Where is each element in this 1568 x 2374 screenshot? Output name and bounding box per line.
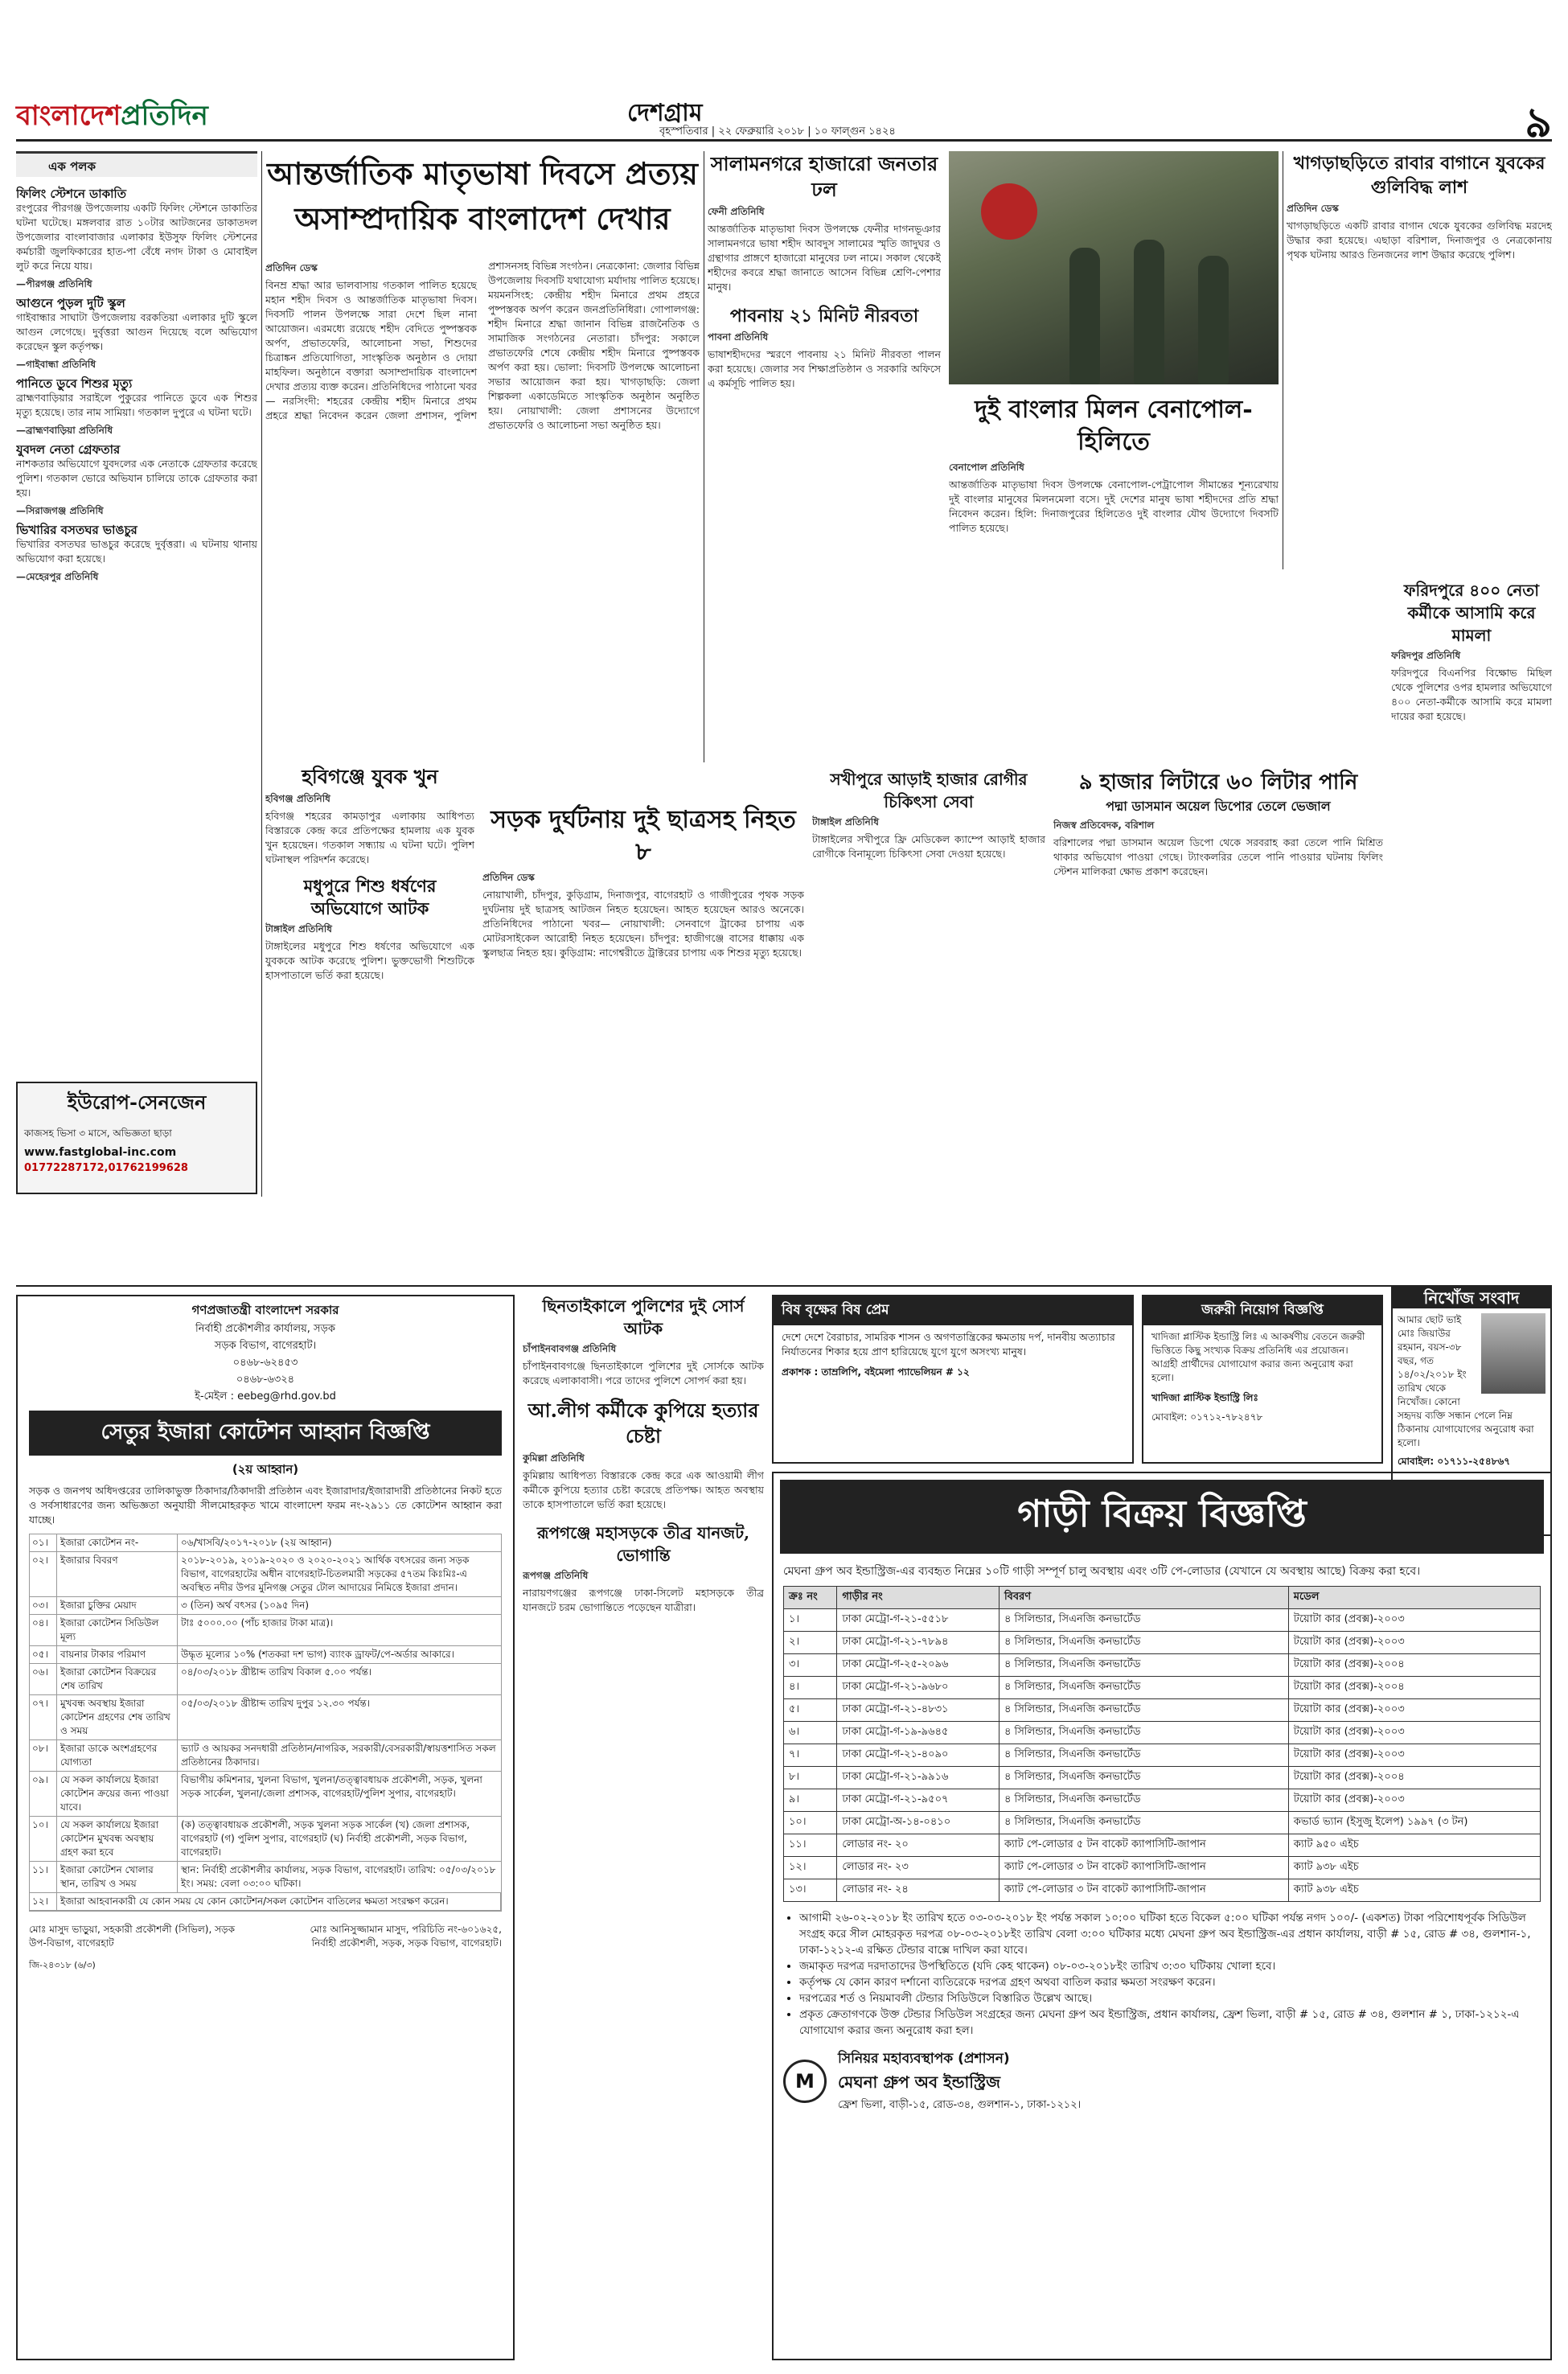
car-table <box>783 1586 1541 1902</box>
road-accident-story <box>482 804 804 1070</box>
khagrachhari-headline: খাগড়াছড়িতে রাবার বাগানে যুবকের গুলিবিদ্ধ লাশ <box>1293 153 1545 198</box>
two-bangla-headline: দুই বাংলার মিলন বেনাপোল-হিলিতে <box>975 396 1253 456</box>
europe-ad-body: কাজসহ ভিসা ৩ মাসে, অভিজ্ঞতা ছাড়া <box>24 1127 172 1139</box>
sakhipur-story <box>812 768 1045 1074</box>
lead-byline: প্রতিদিন ডেস্ক <box>265 262 318 273</box>
police-headline: ছিনতাইকালে পুলিশের দুই সোর্স আটক <box>542 1296 745 1338</box>
sakhipur-byline: টাঙ্গাইল প্রতিনিধি <box>812 816 879 828</box>
tender-intro: সড়ক ও জনপথ অধিদপ্তরের তালিকাভুক্ত ঠিকাদার/ঠিকাদারী প্রতিষ্ঠান এবং ইজারাদার/ইজারাদারী প্রতিষ্ঠানের নিকট হতে ও সর্বসাধারণের জন্য অভিজ্ঞতা অনুযায়ী সীলমোহরকৃত খামে বাংলাদেশ ফরম নং-২৯১১ তে কোটেশন আহ্বান করা যাচ্ছে। <box>29 1485 502 1526</box>
hobiganj-headline: হবিগঞ্জে যুবক খুন <box>302 765 438 788</box>
car-ad-intro: মেঘনা গ্রুপ অব ইন্ডাস্ট্রিজ-এর ব্যবহৃত নিম্নের ১০টি গাড়ী সম্পূর্ণ চালু অবস্থায় এবং ৩টি পে-লোডার (যেখানে যে অবস্থায় আছে) বিক্রয় করা হবে। <box>783 1565 1421 1578</box>
oil-headline: ৯ হাজার লিটারে ৬০ লিটার পানি <box>1078 770 1358 795</box>
rupganj-byline: রূপগঞ্জ প্রতিনিধি <box>523 1570 589 1581</box>
brief-credit: —গাইবান্ধা প্রতিনিধি <box>16 359 96 370</box>
europe-ad-title: ইউরোপ-সেনজেন <box>67 1090 207 1114</box>
brief-headline: ফিলিং স্টেশনে ডাকাতি <box>16 187 126 201</box>
car-table-row: ১০। ঢাকা মেট্রো-অ-১৪-০৪১০ ৪ সিলিন্ডার, সিএনজি কনভার্টেড কভার্ড ভ্যান (ইসুজু ইলেপ) ১৯৯৭ (৩ টন) <box>784 1812 1541 1834</box>
car-ad-company: মেঘনা গ্রুপ অব ইন্ডাস্ট্রিজ <box>838 2072 1001 2092</box>
missing-title: নিখোঁজ সংবাদ <box>1393 1288 1550 1308</box>
road-byline: প্রতিদিন ডেস্ক <box>482 872 535 883</box>
europe-ad-phone: 01772287172,01762199628 <box>24 1162 188 1174</box>
khagrachhari-body: খাগড়াছড়িতে একটি রাবার বাগান থেকে যুবকের গুলিবিদ্ধ মরদেহ উদ্ধার করা হয়েছে। এছাড়া বরিশাল, দিনাজপুর ও নেত্রকোনায় পৃথক ঘটনায় আরও তিনজনের লাশ উদ্ধার করেছে পুলিশ। <box>1287 220 1552 261</box>
two-bangla-body: আন্তর্জাতিক মাতৃভাষা দিবস উপলক্ষে বেনাপোল-পেট্রাপোল সীমান্তের শূন্যরেখায় দুই বাংলার মানুষের মিলনমেলা বসে। দুই দেশের মানুষ ভাষা শহীদদের প্রতি শ্রদ্ধা নিবেদন করেন। হিলি: দিনাজপুরের হিলিতেও দুই বাংলার যৌথ উদ্যোগে দিবসটি পালিত হয়েছে। <box>949 478 1279 534</box>
tender-sign-left: মোঃ মাসুদ ভাড়ুয়া, সহকারী প্রকৌশলী (সিভিল), সড়ক উপ-বিভাগ, বাগেরহাট <box>29 1924 235 1949</box>
salamnagar-body: আন্তর্জাতিক মাতৃভাষা দিবস উপলক্ষে ফেনীর দাগনভূঞার সালামনগরে ভাষা শহীদ আবদুস সালামের স্মৃতি জাদুঘর ও গ্রন্থাগার প্রাঙ্গণে হাজারো মানুষের ঢল নামে। সকাল থেকেই শহীদের কবরে শ্রদ্ধা জানাতে আসেন বিভিন্ন শ্রেণি-পেশার মানুষ। <box>708 223 941 293</box>
two-bangla-story <box>949 394 1279 756</box>
soldier-figure <box>1134 240 1164 384</box>
car-ad-term: • জমাকৃত দরপত্র দরদাতাদের উপস্থিতিতে (যদি কেহ থাকেন) ০৮-০৩-২০১৮ইং তারিখ ৩:৩০ ঘটিকায় খোলা হবে। <box>799 1958 1541 1974</box>
lead-body: বিনম্র শ্রদ্ধা আর ভালবাসায় গতকাল পালিত হয়েছে মহান শহীদ দিবস ও আন্তর্জাতিক মাতৃভাষা দিবস। দিবসটি পালন উপলক্ষে সারা দেশে ছিল নানা আয়োজন। এরমধ্যে রয়েছে শহীদ বেদিতে পুষ্পস্তবক অর্পণ, প্রভাতফেরি, আলোচনা সভা, শিশুদের চিত্রাঙ্কন প্রতিযোগিতা, সাংস্কৃতিক অনুষ্ঠান ও দোয়া মাহফিল। অনুষ্ঠানে বক্তারা অসাম্প্রদায়িক বাংলাদেশ দেখার প্রত্যয় ব্যক্ত করেন। প্রতিনিধিদের পাঠানো খবর— নরসিংদী: শহরের কেন্দ্রীয় শহীদ মিনারে প্রথম প্রহরে শ্রদ্ধা নিবেদন করেন জেলা প্রশাসন, পুলিশ প্রশাসনসহ বিভিন্ন সংগঠন। নেত্রকোনা: জেলার বিভিন্ন উপজেলায় দিবসটি যথাযোগ্য মর্যাদায় পালিত হয়েছে। ময়মনসিংহ: কেন্দ্রীয় শহীদ মিনারে প্রথম প্রহরে পুষ্পস্তবক অর্পণ করেন জনপ্রতিনিধিরা। গোপালগঞ্জ: শহীদ মিনারে শ্রদ্ধা জানান বিভিন্ন রাজনৈতিক ও সামাজিক সংগঠনের নেতারা। চাঁদপুর: সকালে প্রভাতফেরি শেষে কেন্দ্রীয় শহীদ মিনারে পুষ্পস্তবক অর্পণ করা হয়। ভোলা: দিবসটি উপলক্ষে আলোচনা সভার আয়োজন করা হয়। খাগড়াছড়ি: জেলা শিল্পকলা একাডেমিতে সাংস্কৃতিক অনুষ্ঠান অনুষ্ঠিত হয়। নোয়াখালী: জেলা প্রশাসনের উদ্যোগে প্রভাতফেরি ও আলোচনা সভা অনুষ্ঠিত হয়। <box>265 260 700 431</box>
tender-row: ০৩। ইজারা চুক্তির মেয়াদ ৩ (তিন) অর্থ বৎসর (১০৯৫ দিন) <box>30 1597 501 1615</box>
rupganj-headline: রূপগঞ্জে মহাসড়কে তীব্র যানজট, ভোগান্তি <box>536 1523 750 1565</box>
book-ad-title: বিষ বৃক্ষের বিষ প্রেম <box>774 1296 1132 1325</box>
brief-item <box>16 442 257 518</box>
border-ceremony-photo <box>949 151 1279 384</box>
brief-headline: ভিখারির বসতঘর ভাঙচুর <box>16 523 138 537</box>
tender-phone: ০৪৬৮-৬২৪৫৩ <box>232 1357 298 1369</box>
logo-part-1: বাংলাদেশ <box>16 100 121 132</box>
alig-body: কুমিল্লায় আধিপত্য বিস্তারকে কেন্দ্র করে এক আওয়ামী লীগ কর্মীকে কুপিয়ে হত্যার চেষ্টা করেছে প্রতিপক্ষ। আহত অবস্থায় তাকে হাসপাতালে ভর্তি করা হয়েছে। <box>523 1469 764 1510</box>
tender-row: ০৭। মুখবন্ধ অবস্থায় ইজারা কোটেশন গ্রহণের শেষ তারিখ ও সময় ০৫/০৩/২০১৮ খ্রীষ্টাব্দ তারিখ দুপুর ১২.৩০ পর্যন্ত। <box>30 1695 501 1740</box>
section-title: দেশগ্রাম <box>627 99 703 127</box>
car-table-row: ১। ঢাকা মেট্রো-গ-২১-৫৫১৮ ৪ সিলিন্ডার, সিএনজি কনভার্টেড টয়োটা কার (প্রবক্স)-২০০৩ <box>784 1609 1541 1632</box>
europe-visa-ad <box>16 1082 257 1194</box>
car-table-row: ২। ঢাকা মেট্রো-গ-২১-৭৮৯৪ ৪ সিলিন্ডার, সিএনজি কনভার্টেড টয়োটা কার (প্রবক্স)-২০০৩ <box>784 1632 1541 1654</box>
car-table-wrap <box>774 1583 1550 1905</box>
masthead <box>16 95 1552 147</box>
car-sale-ad <box>772 1472 1552 2360</box>
tender-row: ০১। ইজারা কোটেশন নং- ০৬/খাসবি/২০১৭-২০১৮ (২য় আহ্বান) <box>30 1534 501 1552</box>
car-table-row: ৪। ঢাকা মেট্রো-গ-২১-৯৬৮০ ৪ সিলিন্ডার, সিএনজি কনভার্টেড টয়োটা কার (প্রবক্স)-২০০৪ <box>784 1677 1541 1699</box>
tender-row: ০৪। ইজারা কোটেশন সিডিউল মূল্য টাঃ ৫০০০.০০ (পাঁচ হাজার টাকা মাত্র)। <box>30 1615 501 1646</box>
tender-row: ০৬। ইজারা কোটেশন বিক্রয়ের শেষ তারিখ ০৪/০৩/২০১৮ খ্রীষ্টাব্দ তারিখ বিকাল ৫.০০ পর্যন্ত। <box>30 1664 501 1695</box>
hobiganj-body: হবিগঞ্জ শহরের কামড়াপুর এলাকায় আধিপত্য বিস্তারকে কেন্দ্র করে প্রতিপক্ষের হামলায় এক যুবক খুন হয়েছেন। গতকাল সন্ধ্যায় এ ঘটনা ঘটে। পুলিশ ঘটনাস্থল পরিদর্শন করেছে। <box>265 810 474 865</box>
tender-table <box>29 1534 502 1912</box>
brief-headline: পানিতে ডুবে শিশুর মৃত্যু <box>16 376 133 391</box>
brief-credit: —মেহেরপুর প্রতিনিধি <box>16 571 99 582</box>
missing-contact: মোবাইল: ০১৭১১-২৫৪৮৬৭ <box>1398 1456 1511 1467</box>
madhupur-body: টাঙ্গাইলের মধুপুরে শিশু ধর্ষণের অভিযোগে এক যুবককে আটক করেছে পুলিশ। ভুক্তভোগী শিশুটিকে হাসপাতালে ভর্তি করা হয়েছে। <box>265 940 474 981</box>
brief-item <box>16 523 257 584</box>
oil-byline: নিজস্ব প্রতিবেদক, বরিশাল <box>1053 819 1155 831</box>
hobiganj-story <box>265 764 474 1070</box>
brief-headline: আগুনে পুড়ল দুটি স্কুল <box>16 296 125 310</box>
tender-row: ১১। ইজারা কোটেশন খোলার স্থান, তারিখ ও সময় স্থান: নির্বাহী প্রকৌশলীর কার্যালয়, সড়ক বিভাগ, বাগেরহাট। তারিখ: ০৫/০৩/২০১৮ ইং। সময়: বেলা ০৩:০০ ঘটিকা। <box>30 1862 501 1893</box>
car-ad-terms <box>774 1905 1550 2043</box>
tender-email: ই-মেইল : eebeg@rhd.gov.bd <box>195 1390 336 1403</box>
car-ad-signer: সিনিয়র মহাব্যবস্থাপক (প্রশাসন) <box>838 2051 1010 2067</box>
brief-credit: —পীরগঞ্জ প্রতিনিধি <box>16 278 92 290</box>
hobiganj-byline: হবিগঞ্জ প্রতিনিধি <box>265 793 330 804</box>
alig-headline: আ.লীগ কর্মীকে কুপিয়ে হত্যার চেষ্টা <box>527 1399 759 1448</box>
madhupur-headline: মধুপুরে শিশু ধর্ষণের অভিযোগে আটক <box>303 876 437 918</box>
book-ad <box>772 1295 1134 1464</box>
pabna-byline: পাবনা প্রতিনিধি <box>708 331 769 343</box>
tender-signatures <box>18 1915 513 1958</box>
rupganj-body: নারায়ণগঞ্জের রূপগঞ্জে ঢাকা-সিলেট মহাসড়কে তীব্র যানজটে চরম ভোগান্তিতে পড়েছেন যাত্রীরা। <box>523 1587 764 1613</box>
tender-row: ১২। ইজারা আহবানকারী যে কোন সময় যে কোন কোটেশন/সকল কোটেশন বাতিলের ক্ষমতা সংরক্ষণ করেন। <box>30 1893 501 1911</box>
car-ad-term: • কর্তৃপক্ষ যে কোন কারণ দর্শানো ব্যতিরেকে দরপত্র গ্রহণ অথবা বাতিল করার ক্ষমতা সংরক্ষণ করেন। <box>799 1974 1541 1990</box>
car-table-row: ৭। ঢাকা মেট্রো-গ-২১-৪০৯০ ৪ সিলিন্ডার, সিএনজি কনভার্টেড টয়োটা কার (প্রবক্স)-২০০৩ <box>784 1744 1541 1767</box>
tender-ref: জি-২৪৩১৮ (৬/৩) <box>29 1960 96 1970</box>
tender-banner: সেতুর ইজারা কোটেশন আহ্বান বিজ্ঞপ্তি <box>29 1411 502 1456</box>
book-ad-body: দেশে দেশে বৈরাচার, সামরিক শাসন ও অগণতান্ত্রিকের ক্ষমতায় দর্প, দানবীয় অত্যাচার নির্যাতনের শিকার হয়ে প্রাণ হারিয়েছে যুগে যুগে অসংখ্য মানুষ। <box>782 1331 1115 1357</box>
khagrachhari-story <box>1287 151 1552 569</box>
meghna-logo-icon: M <box>783 2060 827 2103</box>
car-ad-term: • প্রকৃত ক্রেতাগণকে উক্ত টেন্ডার সিডিউল সংগ্রহের জন্য মেঘনা গ্রুপ অব ইন্ডাস্ট্রিজ, প্রধান কার্যালয়, ফ্রেশ ভিলা, বাড়ী # ১৫, রোড # ৩৪, গুলশান # ১, ঢাকা-১২১২-এ যোগাযোগ করার জন্য অনুরোধ করা হল। <box>799 2006 1541 2039</box>
road-body: নোয়াখালী, চাঁদপুর, কুড়িগ্রাম, দিনাজপুর, বাগেরহাট ও গাজীপুরের পৃথক সড়ক দুর্ঘটনায় দুই ছাত্রসহ আটজন নিহত হয়েছেন। আহত হয়েছেন আরও অনেকে। প্রতিনিধিদের পাঠানো খবর— নোয়াখালী: সেনবাগে ট্রাকের চাপায় এক মোটরসাইকেল আরোহী নিহত হয়েছেন। চাঁদপুর: হাজীগঞ্জে বাসের ধাক্কায় এক স্কুলছাত্র নিহত হয়। কুড়িগ্রাম: নাগেশ্বরীতে ট্রাক্টরের চাপায় এক শিশুর মৃত্যু হয়েছে। <box>482 889 804 959</box>
brief-credit: —সিরাজগঞ্জ প্রতিনিধি <box>16 505 104 516</box>
car-table-row: ৮। ঢাকা মেট্রো-গ-২১-৯৯১৬ ৪ সিলিন্ডার, সিএনজি কনভার্টেড টয়োটা কার (প্রবক্স)-২০০৪ <box>784 1767 1541 1789</box>
column-rule <box>16 1285 1552 1287</box>
europe-ad-web[interactable]: www.fastglobal-inc.com <box>24 1146 177 1159</box>
car-table-row: ৩। ঢাকা মেট্রো-গ-২৫-২০৯৬ ৪ সিলিন্ডার, সিএনজি কনভার্টেড টয়োটা কার (প্রবক্স)-২০০৪ <box>784 1654 1541 1677</box>
car-table-row: ৯। ঢাকা মেট্রো-গ-২১-৯৫০৭ ৪ সিলিন্ডার, সিএনজি কনভার্টেড টয়োটা কার (প্রবক্স)-২০০৩ <box>784 1789 1541 1812</box>
brief-body: নাশকতার অভিযোগে যুবদলের এক নেতাকে গ্রেফতার করেছে পুলিশ। গতকাল ভোরে অভিযান চালিয়ে তাকে গ্রেফতার করা হয়। <box>16 458 257 499</box>
oil-story <box>1053 768 1383 1267</box>
madhupur-byline: টাঙ্গাইল প্রতিনিধি <box>265 923 332 934</box>
job-ad-title: জরুরী নিয়োগ বিজ্ঞপ্তি <box>1143 1296 1381 1325</box>
faridpur-body: ফরিদপুরে বিএনপির বিক্ষোভ মিছিল থেকে পুলিশের ওপর হামলার অভিযোগে ৪০০ নেতা-কর্মীকে আসামি করে মামলা দায়ের করা হয়েছে। <box>1391 667 1552 722</box>
tender-division: সড়ক বিভাগ, বাগেরহাট। <box>214 1340 317 1352</box>
car-table-row: ১২। লোডার নং- ২৩ ক্যাট পে-লোডার ৩ টন বাকেট ক্যাপাসিটি-জাপান ক্যাট ৯৩৮ এইচ <box>784 1857 1541 1879</box>
briefs-column <box>16 182 257 1074</box>
tender-row: ০৫। বায়নার টাকার পরিমাণ উদ্ধৃত মূল্যের ১০% (শতকরা দশ ভাগ) ব্যাংক ড্রাফট/পে-অর্ডার আকারে। <box>30 1646 501 1664</box>
tender-row: ০৯। যে সকল কার্যালয়ে ইজারা কোটেশন ক্রয়ের জন্য পাওয়া যাবে। বিভাগীয় কমিশনার, খুলনা বিভাগ, খুলনা/তত্ত্বাবধায়ক প্রকৌশলী, সড়ক, খুলনা সড়ক সার্কেল, খুলনা/জেলা প্রশাসক, বাগেরহাট/পুলিশ সুপার, বাগেরহাট। <box>30 1772 501 1817</box>
car-table-row: ১১। লোডার নং- ২০ ক্যাট পে-লোডার ৫ টন বাকেট ক্যাপাসিটি-জাপান ক্যাট ৯৫০ এইচ <box>784 1834 1541 1857</box>
flag-shape <box>981 183 1037 240</box>
tender-office: নির্বাহী প্রকৌশলীর কার্যালয়, সড়ক <box>195 1323 335 1335</box>
police-body: চাঁপাইনবাবগঞ্জে ছিনতাইকালে পুলিশের দুই সোর্সকে আটক করেছে এলাকাবাসী। পরে তাদের পুলিশে সোপর্দ করা হয়। <box>523 1360 764 1386</box>
sakhipur-headline: সখীপুরে আড়াই হাজার রোগীর চিকিৎসা সেবা <box>830 770 1028 811</box>
tender-sign-right: মোঃ আনিসুজ্জামান মাসুদ, পরিচিতি নং-৬০১৬২৫, নির্বাহী প্রকৌশলী, সড়ক, সড়ক বিভাগ, বাগেরহাট। <box>310 1924 502 1949</box>
car-ad-address: ফ্রেশ ভিলা, বাড়ী-১৫, রোড-৩৪, গুলশান-১, ঢাকা-১২১২। <box>838 2099 1082 2111</box>
bridge-lease-tender <box>16 1295 515 2360</box>
tender-round: (২য় আহ্বান) <box>232 1462 299 1477</box>
brief-body: ভিখারির বসতঘর ভাঙচুর করেছে দুর্বৃত্তরা। এ ঘটনায় থানায় অভিযোগ করা হয়েছে। <box>16 538 257 565</box>
tender-org: গণপ্রজাতন্ত্রী বাংলাদেশ সরকার <box>191 1303 339 1317</box>
car-table-row: ১৩। লোডার নং- ২৪ ক্যাট পে-লোডার ৩ টন বাকেট ক্যাপাসিটি-জাপান ক্যাট ৯৩৮ এইচ <box>784 1879 1541 1902</box>
car-table-row: ৬। ঢাকা মেট্রো-গ-১৯-৯৬৪৫ ৪ সিলিন্ডার, সিএনজি কনভার্টেড টয়োটা কার (প্রবক্স)-২০০৩ <box>784 1722 1541 1744</box>
salamnagar-headline: সালামনগরে হাজারো জনতার ঢল <box>710 152 938 201</box>
brief-body: গাইবান্ধার সাঘাটা উপজেলায় বরকতিয়া এলাকার দুটি স্কুলে আগুন লেগেছে। দুর্বৃত্তরা আগুন দিয়েছে বলে অভিযোগ করেছেন স্কুল কর্তৃপক্ষ। <box>16 311 257 352</box>
two-bangla-byline: বেনাপোল প্রতিনিধি <box>949 462 1024 473</box>
alig-byline: কুমিল্লা প্রতিনিধি <box>523 1452 585 1464</box>
brief-item <box>16 376 257 437</box>
brief-credit: —ব্রাহ্মণবাড়িয়া প্রতিনিধি <box>16 425 113 436</box>
tender-row: ১০। যে সকল কার্যালয়ে ইজারা কোটেশন মুখবন্ধ অবস্থায় গ্রহণ করা হবে (ক) তত্ত্বাবধায়ক প্রকৌশলী, সড়ক খুলনা সড়ক সার্কেল (খ) জেলা প্রশাসক, বাগেরহাট (গ) পুলিশ সুপার, বাগেরহাট (ঘ) নির্বাহী প্রকৌশলী, সড়ক বিভাগ, বাগেরহাট। <box>30 1817 501 1862</box>
lead-story <box>265 259 700 758</box>
newspaper-logo <box>16 95 208 141</box>
khagrachhari-byline: প্রতিদিন ডেস্ক <box>1287 203 1339 214</box>
faridpur-byline: ফরিদপুর প্রতিনিধি <box>1391 650 1461 661</box>
oil-subhead: পদ্মা ডাসমান অয়েল ডিপোর তেলে ভেজাল <box>1106 799 1331 814</box>
brief-body: রংপুরের পীরগঞ্জ উপজেলায় একটি ফিলিং স্টেশনে ডাকাতির ঘটনা ঘটেছে। মঙ্গলবার রাত ১০টার আটজনের ডাকাতদল উপজেলার বাংলাবাজার এলাকার ইউসুফ ফিলিং স্টেশনের কর্মচারী জুলফিকারের হাত-পা বেঁধে নগদ টাকা ও মোবাইল লুট করে নিয়ে যায়। <box>16 202 257 272</box>
job-ad-body: খাদিজা প্লাস্টিক ইন্ডাস্ট্রি লিঃ এ আকর্ষণীয় বেতনে জরুরী ভিত্তিতে কিছু সংখ্যক বিক্রয় প্রতিনিধি এর প্রয়োজন। আগ্রহী প্রার্থীদের যোগাযোগ করার জন্য অনুরোধ করা হলো। <box>1151 1331 1365 1383</box>
brief-headline: যুবদল নেতা গ্রেফতার <box>16 442 121 457</box>
lead-headline: আন্তর্জাতিক মাতৃভাষা দিবসে প্রত্যয় অসাম্প্রদায়িক বাংলাদেশ দেখার <box>267 155 698 236</box>
job-ad-contact: মোবাইল: ০১৭১২-৭৮২৪৭৮ <box>1151 1411 1263 1423</box>
job-ad <box>1142 1295 1383 1464</box>
book-ad-publisher: প্রকাশক : তাম্রলিপি, বইমেলা প্যাভেলিয়ন # ১২ <box>782 1366 970 1378</box>
soldier-figure <box>1198 256 1229 384</box>
missing-person-photo <box>1481 1313 1545 1394</box>
salamnagar-story <box>708 151 941 762</box>
faridpur-headline: ফরিদপুরে ৪০০ নেতা কর্মীকে আসামি করে মামলা <box>1403 581 1540 645</box>
police-story <box>523 1295 764 2360</box>
road-headline: সড়ক দুর্ঘটনায় দুই ছাত্রসহ নিহত ৮ <box>491 806 796 866</box>
logo-part-2: প্রতিদিন <box>121 100 208 132</box>
dateline: বৃহস্পতিবার | ২২ ফেব্রুয়ারি ২০১৮ | ১০ ফাল্গুন ১৪২৪ <box>659 125 896 138</box>
page-number: ৯ <box>1525 99 1552 147</box>
tender-fax: ০৪৬৮-৬৩২৪ <box>236 1374 295 1386</box>
police-byline: চাঁপাইনবাবগঞ্জ প্রতিনিধি <box>523 1343 617 1354</box>
pabna-body: ভাষাশহীদদের স্মরণে পাবনায় ২১ মিনিট নীরবতা পালন করা হয়েছে। জেলার সব শিক্ষাপ্রতিষ্ঠান ও সরকারি অফিসে এ কর্মসূচি পালিত হয়। <box>708 348 941 389</box>
brief-item <box>16 187 257 291</box>
job-ad-company: খাদিজা প্লাস্টিক ইন্ডাস্ট্রি লিঃ <box>1151 1392 1258 1403</box>
missing-body: আমার ছোট ভাই মোঃ জিয়াউর রহমান, বয়স-৩৮ বছর, গত ১৪/০২/২০১৮ ইং তারিখ থেকে নিখোঁজ। কোনো সহৃদয় ব্যক্তি সন্ধান পেলে নিম্ন ঠিকানায় যোগাযোগের অনুরোধ করা হলো। <box>1398 1314 1534 1448</box>
salamnagar-byline: ফেনী প্রতিনিধি <box>708 206 765 217</box>
pabna-headline: পাবনায় ২১ মিনিট নীরবতা <box>729 306 919 327</box>
soldier-figure <box>1069 248 1100 384</box>
brief-body: ব্রাহ্মণবাড়িয়ার সরাইলে পুকুরের পানিতে ডুবে এক শিশুর মৃত্যু হয়েছে। তার নাম সামিয়া। গতকাল দুপুরে এ ঘটনা ঘটে। <box>16 392 257 418</box>
sakhipur-body: টাঙ্গাইলের সখীপুরে ফ্রি মেডিকেল ক্যাম্পে আড়াই হাজার রোগীকে বিনামূল্যে চিকিৎসা সেবা দেওয়া হয়েছে। <box>812 833 1045 860</box>
column-rule <box>261 151 262 1197</box>
oil-body: বরিশালের পদ্মা ডাসমান অয়েল ডিপো থেকে সরবরাহ করা তেলে পানি মিশ্রিত থাকার অভিযোগ পাওয়া গেছে। ট্যাংকলরির তেলে পানি পাওয়ার ঘটনায় ফিলিং স্টেশন মালিকরা ক্ষোভ প্রকাশ করেছেন। <box>1053 836 1383 877</box>
car-ad-term: • দরপত্রের শর্ত ও নিয়মাবলী টেন্ডার সিডিউলে বিস্তারিত উল্লেখ আছে। <box>799 1990 1541 2006</box>
car-table-header: ক্রঃ নং গাড়ীর নং বিবরণ মডেল <box>784 1587 1541 1609</box>
briefs-label: এক পলক <box>16 151 257 177</box>
car-ad-term: • আগামী ২৬-০২-২০১৮ ইং তারিখ হতে ০৩-০৩-২০১৮ ইং পর্যন্ত সকাল ১০:০০ ঘটিকা হতে বিকেল ৫:০০ ঘটিকা পর্যন্ত নগদ ১০০/- (একশত) টাকা পরিশোধপূর্বক সিডিউল সংগ্রহ করে সীল মোহরকৃত দরপত্র ০৮-০৩-২০১৮ইং তারিখ বেলা ৩:০০ ঘটিকার মধ্যে মেঘনা গ্রুপ অব ইন্ডাস্ট্রিজ-এর প্রধান কার্যালয়, বাড়ী # ১৫, রোড # ৩৪, গুলশান-১, ঢাকা-১২১২-এ রক্ষিত টেন্ডার বাক্সে দাখিল করা যাবে। <box>799 1910 1541 1958</box>
tender-row: ০২। ইজারার বিবরণ ২০১৮-২০১৯, ২০১৯-২০২০ ও ২০২০-২০২১ আর্থিক বৎসরের জন্য সড়ক বিভাগ, বাগেরহাটের অধীন বাগেরহাট-চিতলমারী সড়কের ৫৭তম কিঃমিঃ-এ অবস্থিত নদীর উপর মুনিগঞ্জ সেতুর টোল আদায়ের নিমিত্তে ইজারা প্রদান। <box>30 1552 501 1597</box>
tender-row: ০৮। ইজারা ডাকে অংশগ্রহণের যোগ্যতা ভ্যাট ও আয়কর সনদধারী প্রতিষ্ঠান/নাগরিক, সরকারী/বেসরকারী/স্বায়ত্তশাসিত সকল প্রতিষ্ঠানের ঠিকাদার। <box>30 1740 501 1772</box>
car-table-row: ৫। ঢাকা মেট্রো-গ-২১-৪৮৩১ ৪ সিলিন্ডার, সিএনজি কনভার্টেড টয়োটা কার (প্রবক্স)-২০০৩ <box>784 1699 1541 1722</box>
car-ad-title: গাড়ী বিক্রয় বিজ্ঞপ্তি <box>780 1480 1544 1554</box>
faridpur-story <box>1391 579 1552 1271</box>
car-ad-signature <box>774 2043 1550 2119</box>
brief-item <box>16 296 257 372</box>
